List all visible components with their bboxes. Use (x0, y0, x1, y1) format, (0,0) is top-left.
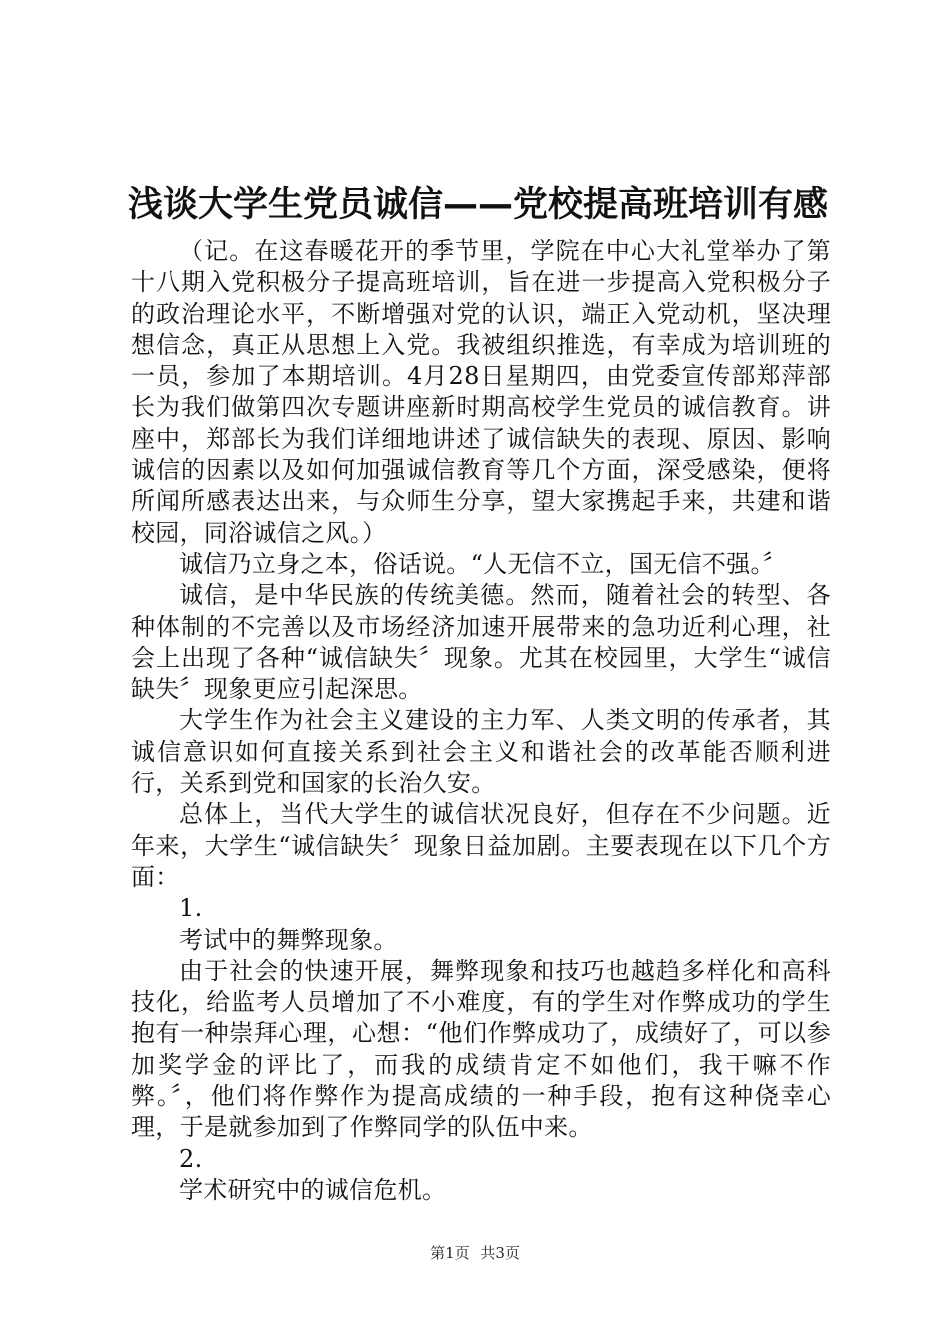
paragraph-virtue: 诚信，是中华民族的传统美德。然而，随着社会的转型、各种体制的不完善以及市场经济加速开展带来的急功近利心理，社会上出现了各种“诚信缺失〞现象。尤其在校园里，大学生“诚信缺失〞现象更应引起深思。 (131, 581, 831, 704)
section-heading-research: 学术研究中的诚信危机。 (179, 1175, 447, 1204)
list-number-2: 2. (179, 1144, 203, 1173)
page-total: 共3页 (480, 1244, 520, 1262)
section-heading-exam: 考试中的舞弊现象。 (179, 925, 398, 954)
paragraph-proverb: 诚信乃立身之本，俗话说。“人无信不立，国无信不强。〞 (179, 549, 788, 578)
page-footer (0, 1243, 950, 1263)
page-number: 第1页 (430, 1244, 470, 1262)
paragraph-intro: （记。在这春暖花开的季节里，学院在中心大礼堂举办了第十八期入党积极分子提高班培训，旨在进一步提高入党积极分子的政治理论水平，不断增强对党的认识，端正入党动机，坚决理想信念，真正从思想上入党。我被组织推选，有幸成为培训班的一员，参加了本期培训。4月28日星期四，由党委宣传部郑萍部长为我们做第四次专题讲座新时期高校学生党员的诚信教育。讲座中，郑部长为我们详细地讲述了诚信缺失的表现、原因、影响诚信的因素以及如何加强诚信教育等几个方面，深受感染，便将所闻所感表达出来，与众师生分享，望大家携起手来，共建和谐校园，同浴诚信之风。） (131, 237, 831, 547)
paragraph-role: 大学生作为社会主义建设的主力军、人类文明的传承者，其诚信意识如何直接关系到社会主义和谐社会的改革能否顺利进行，关系到党和国家的长治久安。 (131, 706, 831, 798)
document-body (131, 236, 831, 1206)
paragraph-exam-cheating: 由于社会的快速开展，舞弊现象和技巧也越趋多样化和高科技化，给监考人员增加了不小难度，有的学生对作弊成功的学生抱有一种崇拜心理，心想：“他们作弊成功了，成绩好了，可以参加奖学金的评比了，而我的成绩肯定不如他们，我干嘛不作弊。〞，他们将作弊作为提高成绩的一种手段，抱有这种侥幸心理，于是就参加到了作弊同学的队伍中来。 (131, 956, 831, 1142)
paragraph-overview: 总体上，当代大学生的诚信状况良好，但存在不少问题。近年来，大学生“诚信缺失〞现象日益加剧。主要表现在以下几个方面： (131, 800, 831, 891)
document-title: 浅谈大学生党员诚信——党校提高班培训有感 (128, 185, 829, 225)
list-number-1: 1. (179, 894, 203, 923)
